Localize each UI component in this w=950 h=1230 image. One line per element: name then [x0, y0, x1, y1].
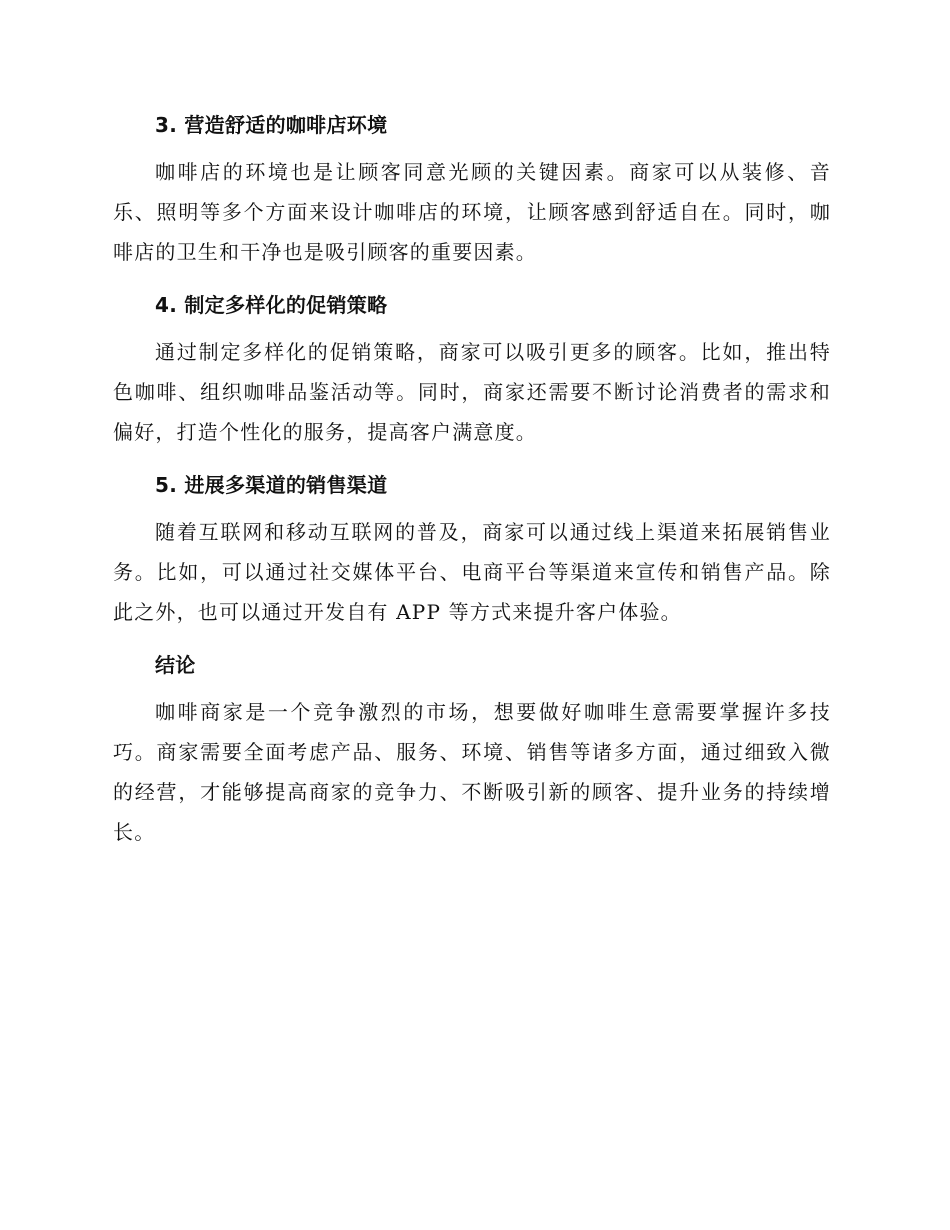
- section-heading-channels: 5. 进展多渠道的销售渠道: [155, 473, 388, 497]
- section-heading-environment: 3. 营造舒适的咖啡店环境: [155, 113, 388, 137]
- section-paragraph-promotion: 通过制定多样化的促销策略，商家可以吸引更多的顾客。比如，推出特色咖啡、组织咖啡品鉴活动等。同时，商家还需要不断讨论消费者的需求和偏好，打造个性化的服务，提高客户满意度。: [113, 340, 831, 444]
- section-paragraph-conclusion: 咖啡商家是一个竞争激烈的市场，想要做好咖啡生意需要掌握许多技巧。商家需要全面考虑产品、服务、环境、销售等诸多方面，通过细致入微的经营，才能够提高商家的竞争力、不断吸引新的顾客、提升业务的持续增长。: [113, 700, 831, 844]
- document-content: [113, 105, 831, 865]
- section-heading-promotion: 4. 制定多样化的促销策略: [155, 293, 388, 317]
- section-paragraph-channels: 随着互联网和移动互联网的普及，商家可以通过线上渠道来拓展销售业务。比如，可以通过社交媒体平台、电商平台等渠道来宣传和销售产品。除此之外，也可以通过开发自有 APP 等方式来提升客户体验。: [113, 520, 831, 624]
- section-heading-conclusion: 结论: [155, 653, 196, 677]
- section-paragraph-environment: 咖啡店的环境也是让顾客同意光顾的关键因素。商家可以从装修、音乐、照明等多个方面来设计咖啡店的环境，让顾客感到舒适自在。同时，咖啡店的卫生和干净也是吸引顾客的重要因素。: [113, 160, 831, 264]
